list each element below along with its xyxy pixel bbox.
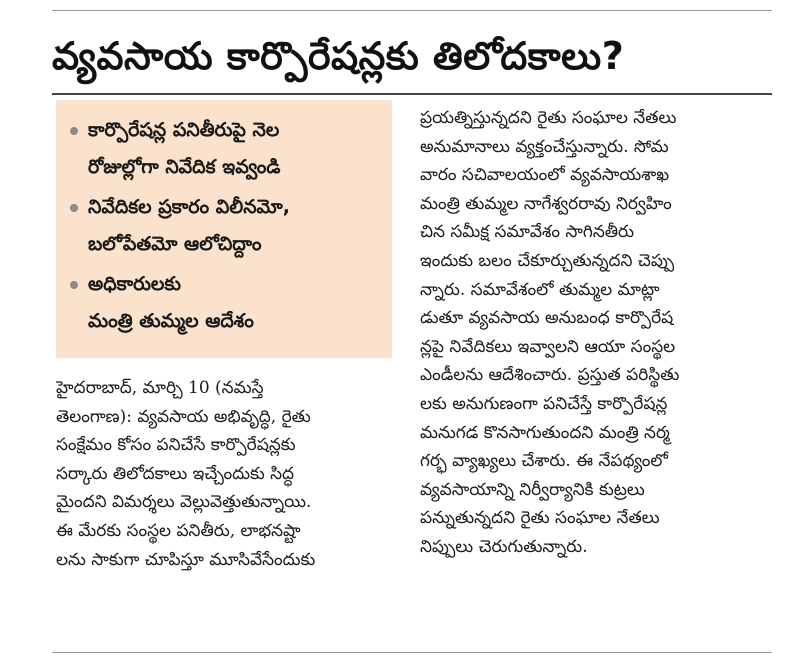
- highlight-line: రోజుల్లోగా నివేదిక ఇవ్వండి: [88, 156, 281, 178]
- body-line: న్నారు. సమావేశంలో తుమ్మల మాట్లా: [420, 279, 660, 300]
- highlight-line: అధికారులకు: [88, 273, 181, 295]
- body-line: ఈ మేరకు సంస్థల పనితీరు, లాభనష్టా: [56, 520, 301, 541]
- highlight-item: [70, 266, 382, 340]
- body-line: ఎండీలను ఆదేశించారు. ప్రస్తుత పరిస్థితు: [420, 365, 680, 386]
- body-line: తెలంగాణ): వ్యవసాయ అభివృద్ధి, రైతు: [56, 406, 311, 427]
- body-line: నిప్పులు చెరుగుతున్నారు.: [420, 536, 588, 557]
- body-line: సర్కారు తిలోదకాలు ఇచ్చేందుకు సిద్ధ: [56, 463, 295, 484]
- bullet-icon: [70, 281, 78, 289]
- body-line: ప్రయత్నిస్తున్నదని రైతు సంఘాల నేతలు: [420, 108, 677, 128]
- body-line: ఇందుకు బలం చేకూర్చుతున్నదని చెప్పు: [420, 250, 675, 271]
- body-line: వ్యవసాయాన్ని నిర్వీర్యానికి కుట్రలు: [420, 479, 645, 500]
- highlight-line: మంత్రి తుమ్మల ఆదేశం: [88, 310, 254, 332]
- highlight-line: కార్పొరేషన్ల పనితీరుపై నెల: [88, 119, 280, 141]
- body-line: చిన సమీక్ష సమావేశం సాగినతీరు: [420, 222, 635, 243]
- highlight-line: నివేదికల ప్రకారం విలీనమో,: [88, 196, 290, 218]
- body-line: పన్నుతున్నదని రైతు సంఘాల నేతలు: [420, 508, 660, 529]
- body-line: లను సాకుగా చూపిస్తూ మూసివేసేందుకు: [56, 549, 316, 570]
- bottom-rule: [52, 652, 772, 653]
- highlight-item: [70, 112, 382, 186]
- right-column: [420, 104, 776, 562]
- body-line: వారం సచివాలయంలో వ్యవసాయశాఖ: [420, 165, 670, 186]
- highlight-text: [88, 112, 382, 186]
- highlight-item: [70, 189, 382, 263]
- body-line: న్లపై నివేదికలు ఇవ్వాలని ఆయా సంస్థల: [420, 336, 676, 357]
- body-line: మైందని విమర్శలు వెల్లువెత్తుతున్నాయి.: [56, 492, 312, 513]
- highlight-text: [88, 266, 382, 340]
- body-line: అనుమానాలు వ్యక్తంచేస్తున్నారు. సోమ: [420, 136, 669, 157]
- body-line: గర్భ వ్యాఖ్యలు చేశారు. ఈ నేపథ్యంలో: [420, 451, 668, 472]
- highlight-text: [88, 189, 382, 263]
- headline-rule: [52, 93, 772, 95]
- body-line: సంక్షేమం కోసం పనిచేసే కార్పొరేషన్లకు: [56, 435, 296, 456]
- headline: వ్యవసాయ కార్పొరేషన్లకు తిలోదకాలు?: [52, 34, 625, 78]
- body-line: మనుగడ కొనసాగుతుందని మంత్రి నర్మ: [420, 422, 670, 443]
- top-rule: [52, 10, 772, 11]
- body-line: లకు అనుగుణంగా పనిచేస్తే కార్పొరేషన్ల: [420, 393, 668, 414]
- highlight-box: [56, 100, 392, 358]
- bullet-icon: [70, 127, 78, 135]
- bullet-icon: [70, 204, 78, 212]
- left-body-text: [56, 374, 392, 574]
- body-line: హైదరాబాద్, మార్చి 10 (నమస్తే: [56, 378, 264, 398]
- body-line: మంత్రి తుమ్మల నాగేశ్వరరావు నిర్వహిం: [420, 193, 672, 214]
- left-column: [56, 100, 392, 574]
- highlight-line: బలోపేతమో ఆలోచిద్దాం: [88, 233, 262, 255]
- body-line: డుతూ వ్యవసాయ అనుబంధ కార్పొరేష: [420, 308, 674, 329]
